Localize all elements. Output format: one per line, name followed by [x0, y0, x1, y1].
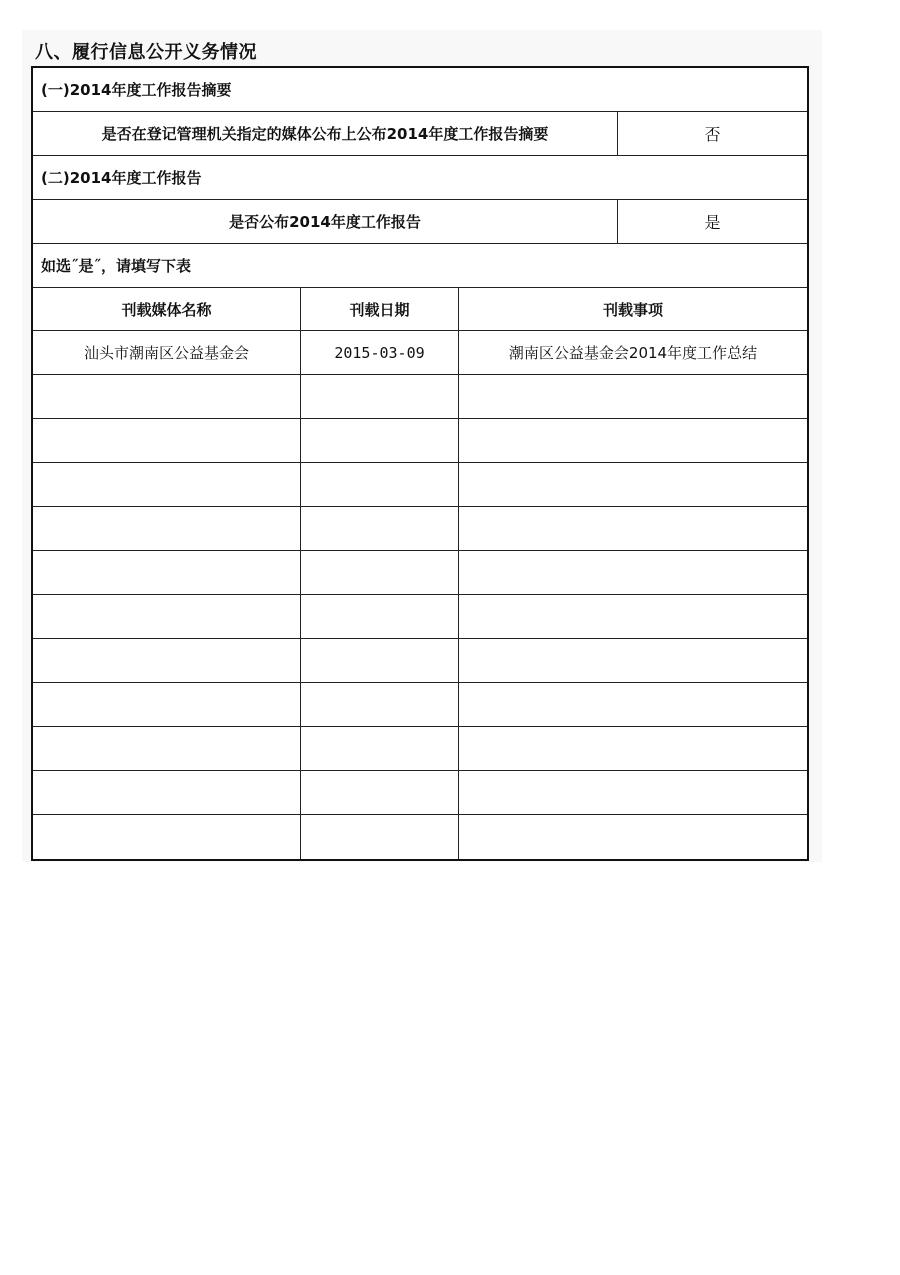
cell-item [458, 683, 807, 726]
cell-date [300, 419, 458, 462]
table-row [33, 815, 807, 859]
part2-header: (二)2014年度工作报告 [41, 169, 202, 187]
cell-date [300, 375, 458, 418]
part1-header: (一)2014年度工作报告摘要 [41, 81, 232, 99]
table-row [33, 507, 807, 551]
column-header-media: 刊载媒体名称 [121, 300, 212, 319]
cell-date [300, 727, 458, 770]
column-header-item: 刊载事项 [458, 288, 807, 330]
table-header-row [33, 288, 807, 331]
part2-answer: 是 [617, 200, 807, 243]
part1-header-row [33, 68, 807, 112]
table-row [33, 771, 807, 815]
disclosure-form [31, 66, 809, 861]
cell-media [33, 595, 300, 638]
cell-media: 汕头市潮南区公益基金会 [83, 344, 249, 362]
table-row [33, 419, 807, 463]
part2-note: 如选˝是˝，请填写下表 [41, 257, 192, 275]
section-title: 八、履行信息公开义务情况 [35, 42, 257, 63]
cell-item [458, 375, 807, 418]
part1-question-row [33, 112, 807, 156]
column-header-date: 刊载日期 [300, 288, 458, 330]
cell-date [300, 551, 458, 594]
table-row [33, 463, 807, 507]
cell-item [458, 727, 807, 770]
cell-item [458, 507, 807, 550]
cell-item [458, 551, 807, 594]
part2-question: 是否公布2014年度工作报告 [229, 213, 421, 231]
cell-media [33, 419, 300, 462]
cell-media [33, 683, 300, 726]
cell-media [33, 771, 300, 814]
cell-date [300, 815, 458, 859]
cell-item: 潮南区公益基金会2014年度工作总结 [458, 331, 807, 374]
table-row [33, 595, 807, 639]
cell-media [33, 639, 300, 682]
cell-media [33, 375, 300, 418]
cell-media [33, 507, 300, 550]
table-row [33, 551, 807, 595]
cell-media [33, 815, 300, 859]
part1-answer: 否 [617, 112, 807, 155]
table-row [33, 375, 807, 419]
part1-question: 是否在登记管理机关指定的媒体公布上公布2014年度工作报告摘要 [101, 125, 549, 143]
part2-question-row [33, 200, 807, 244]
cell-date [300, 683, 458, 726]
cell-media [33, 463, 300, 506]
cell-date: 2015-03-09 [300, 331, 458, 374]
cell-media [33, 551, 300, 594]
cell-item [458, 771, 807, 814]
table-row [33, 331, 807, 375]
cell-item [458, 419, 807, 462]
table-row [33, 727, 807, 771]
cell-item [458, 639, 807, 682]
cell-date [300, 463, 458, 506]
cell-date [300, 595, 458, 638]
cell-date [300, 507, 458, 550]
part2-note-row [33, 244, 807, 288]
cell-item [458, 595, 807, 638]
table-row [33, 683, 807, 727]
cell-date [300, 639, 458, 682]
cell-media [33, 727, 300, 770]
part2-header-row [33, 156, 807, 200]
cell-date [300, 771, 458, 814]
cell-item [458, 815, 807, 859]
table-row [33, 639, 807, 683]
cell-item [458, 463, 807, 506]
